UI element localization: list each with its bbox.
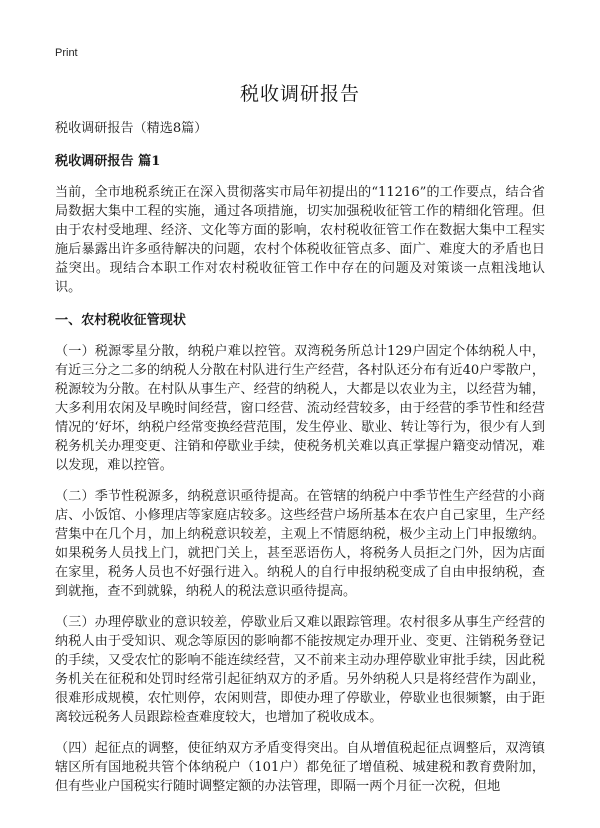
body-paragraph-4: （四）起征点的调整，使征纳双方矛盾变得突出。自从增值税起征点调整后，双湾镇辖区所有国地税共管个体纳税户（101户）都免征了增值税、城建税和教育费附加，但有些业户国税实行随时调整定额的办法管理，即隔一两个月征一次税，但地 [55, 741, 545, 794]
body-paragraph-3: （三）办理停歇业的意识较差，停歇业后又难以跟踪管理。农村很多从事生产经营的纳税人由于受知识、观念等原因的影响都不能按规定办理开业、变更、注销税务登记的手续，又受农忙的影响不能连续经营，又不前来主动办理停歇业审批手续，因此税务机关在征税和处罚时经常引起征纳双方的矛盾。另外纳税人只是将经营作为副业，很难形成规模，农忙则停，农闲则营，即使办理了停歇业，停歇业也很频繁，由于距离较远税务人员跟踪检查难度较大，也增加了税收成本。 [55, 615, 545, 725]
document-body [55, 119, 545, 808]
section-heading: 一、农村税收征管现状 [55, 313, 186, 328]
document-title: 税收调研报告 [239, 83, 360, 105]
article-heading: 税收调研报告 篇1 [55, 154, 161, 169]
intro-paragraph: 当前，全市地税系统正在深入贯彻落实市局年初提出的“11216”的工作要点，结合省局数据大集中工程的实施，通过各项措施，切实加强税收征管工作的精细化管理。但由于农村受地理、经济、文化等方面的影响，农村税收征管工作在数据大集中工程实施后暴露出许多亟待解决的问题，农村个体税收征管点多、面广、难度大的矛盾也日益突出。现结合本职工作对农村税收征管工作中存在的问题及对策谈一点粗浅地认识。 [55, 185, 545, 295]
print-link[interactable]: Print [55, 47, 78, 59]
body-paragraph-2: （二）季节性税源多，纳税意识亟待提高。在管辖的纳税户中季节性生产经营的小商店、小饭馆、小修理店等家庭店较多。这些经营户场所基本在农户自己家里，生产经营集中在几个月，加上纳税意识较差，主观上不情愿纳税，极少主动上门申报缴纳。如果税务人员找上门，就把门关上，甚至恶语伤人，将税务人员拒之门外，因为店面在家里，税务人员也不好强行进入。纳税人的自行申报纳税变成了自由申报纳税，查到就拖，查不到就躲，纳税人的税法意识亟待提高。 [55, 489, 545, 599]
body-paragraph-1: （一）税源零星分散，纳税户难以控管。双湾税务所总计129户固定个体纳税人中，有近三分之二多的纳税人分散在村队进行生产经营，各村队还分布有近40户零散户，税源较为分散。在村队从事生产、经营的纳税人，大都是以农业为主，以经营为辅，大多利用农闲及早晚时间经营，窗口经营、流动经营较多，由于经营的季节性和经营情况的‘好坏，纳税户经常变换经营范围，发生停业、歇业、转让等行为，很少有人到税务机关办理变更、注销和停歇业手续，使税务机关难以真正掌握户籍变动情况，难以发现，难以控管。 [55, 344, 545, 473]
document-subtitle: 税收调研报告（精选8篇） [55, 121, 208, 136]
